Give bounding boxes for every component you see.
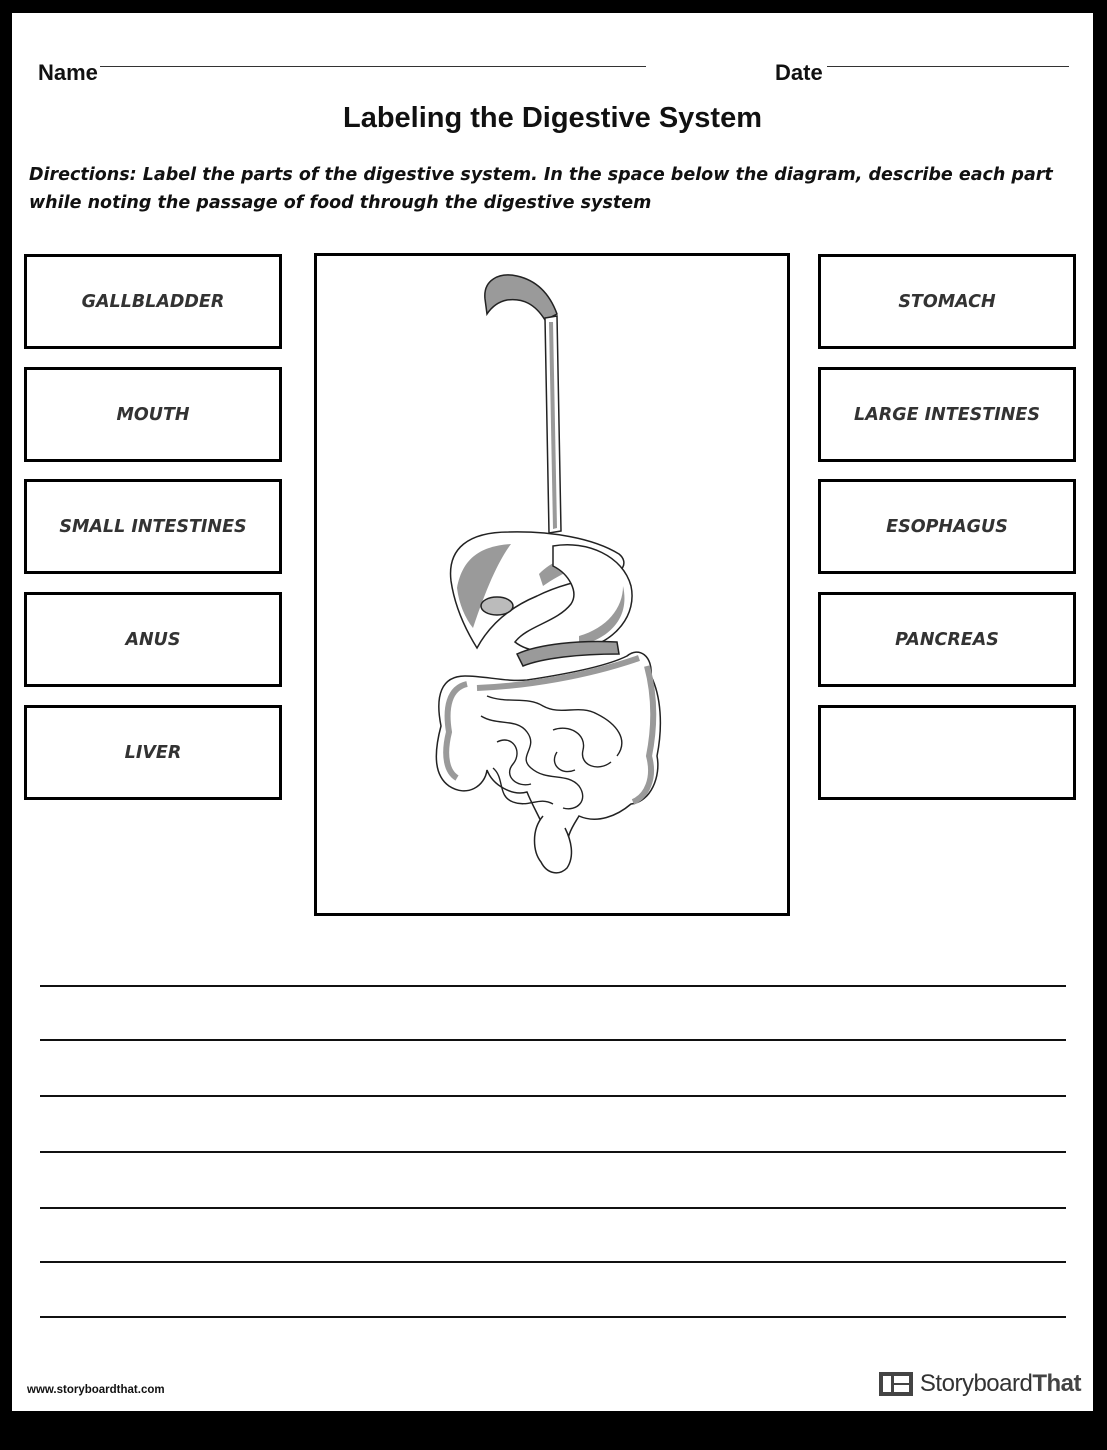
label-box-right-1[interactable]: STOMACH [818, 254, 1076, 349]
label-box-left-4[interactable]: ANUS [24, 592, 282, 687]
label-box-right-3[interactable]: ESOPHAGUS [818, 479, 1076, 574]
writing-line[interactable] [40, 1316, 1066, 1318]
label-box-left-2[interactable]: MOUTH [24, 367, 282, 462]
writing-line[interactable] [40, 985, 1066, 987]
label-box-right-5[interactable] [818, 705, 1076, 800]
name-label: Name [38, 60, 98, 85]
writing-line[interactable] [40, 1095, 1066, 1097]
label-box-right-2[interactable]: LARGE INTESTINES [818, 367, 1076, 462]
gallbladder-shape [481, 597, 513, 615]
date-field-line[interactable] [827, 66, 1069, 67]
footer-url[interactable]: www.storyboardthat.com [27, 1384, 165, 1396]
name-field-line[interactable] [100, 66, 646, 67]
page-title: Labeling the Digestive System [342, 102, 762, 134]
label-box-right-4[interactable]: PANCREAS [818, 592, 1076, 687]
label-box-left-3[interactable]: SMALL INTESTINES [24, 479, 282, 574]
writing-line[interactable] [40, 1039, 1066, 1041]
writing-line[interactable] [40, 1151, 1066, 1153]
brand-name: StoryboardThat [919, 1370, 1081, 1397]
label-box-left-1[interactable]: GALLBLADDER [24, 254, 282, 349]
date-label: Date [775, 60, 823, 85]
worksheet-page [12, 13, 1093, 1411]
storyboardthat-logo [878, 1370, 1081, 1398]
directions-text: Directions: Label the parts of the digestive system. In the space below the diagram, describe each part while noting the passage of food through the digestive system [29, 165, 1053, 213]
writing-line[interactable] [40, 1261, 1066, 1263]
mouth-shape [485, 275, 557, 320]
diagram-frame [314, 253, 790, 916]
label-box-left-5[interactable]: LIVER [24, 705, 282, 800]
writing-line[interactable] [40, 1207, 1066, 1209]
digestive-system-illustration [317, 256, 787, 913]
storyboard-icon [878, 1370, 914, 1398]
